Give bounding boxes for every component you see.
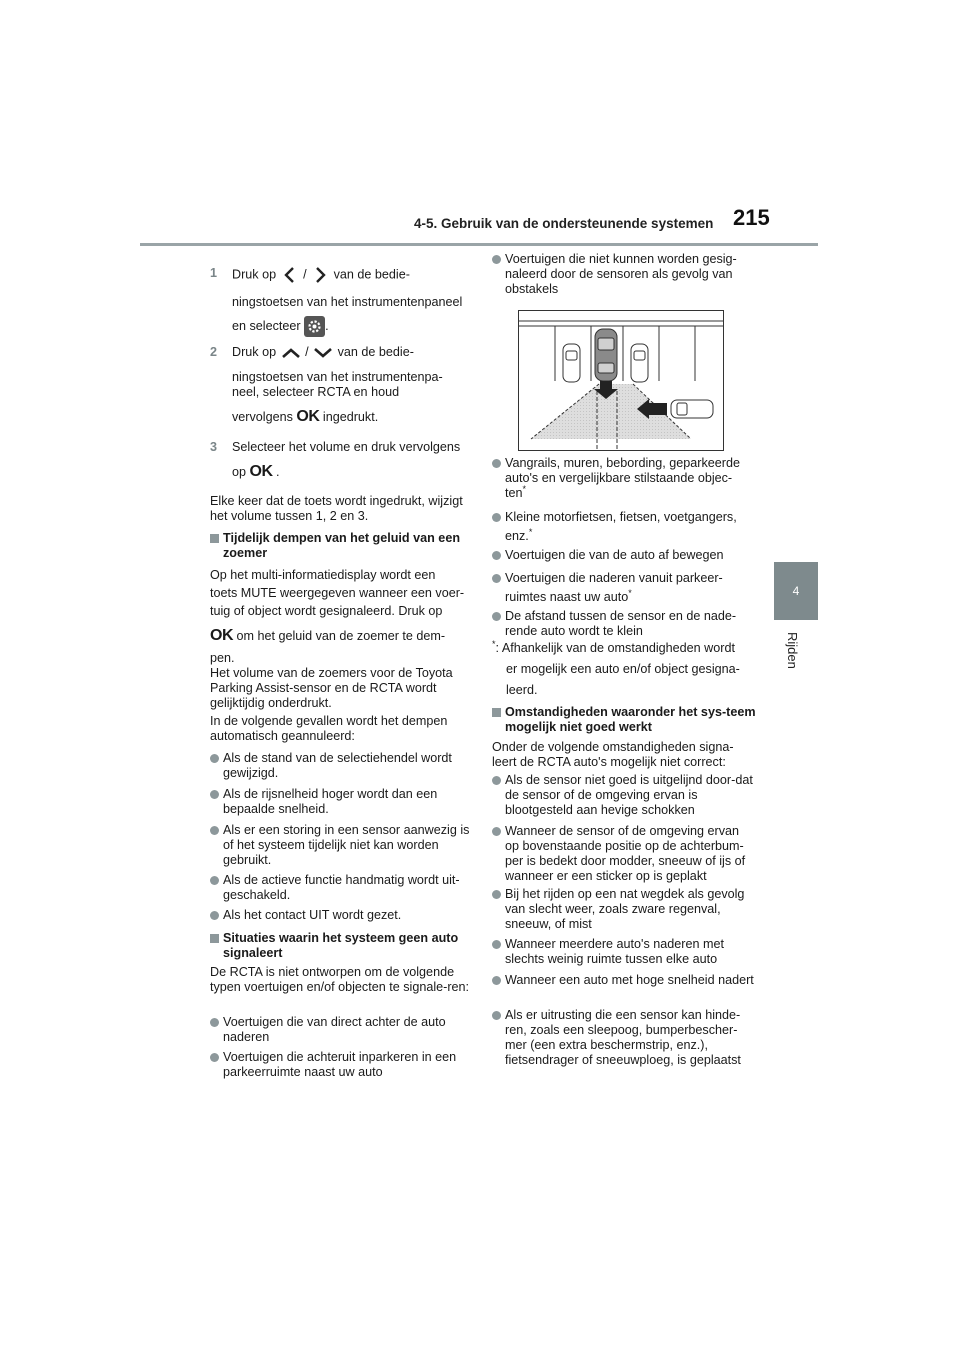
step-text: vervolgens: [232, 410, 293, 424]
bullet-icon: [492, 513, 501, 522]
paragraph: [210, 568, 472, 666]
header-divider: [140, 243, 818, 246]
step-text: van de bedie-: [333, 267, 410, 282]
list-item-text: ruimtes naast uw auto: [505, 590, 629, 604]
list-item-text: enz.: [505, 529, 529, 543]
section-heading: [210, 931, 472, 961]
list-item-text: Vangrails, muren, bebording, geparkeerde auto's en vergelijkbare stilstaande objec-: [505, 456, 740, 485]
step-text: ingedrukt.: [322, 410, 379, 424]
footnote-asterisk: *: [528, 526, 533, 537]
list-item-text: Als de stand van de selectiehendel wordt gewijzigd.: [223, 751, 452, 780]
bullet-icon: [492, 612, 501, 621]
footnote-text: leerd.: [506, 683, 538, 697]
paragraph: Het volume van de zoemers voor de Toyota Parking Assist-sensor en de RCTA wordt gelijktijdig onderdrukt.: [210, 666, 453, 710]
bullet-icon: [210, 1053, 219, 1062]
list-item: [492, 824, 756, 884]
list-item: [210, 787, 472, 817]
list-item: [210, 873, 472, 903]
paragraph: Onder de volgende omstandigheden signa-leert de RCTA auto's mogelijk niet correct:: [492, 740, 734, 769]
footnote-marker: :: [495, 641, 500, 655]
step-text: ningstoetsen van het instrumentenpa-: [232, 370, 443, 384]
list-item-text: Wanneer de sensor of de omgeving ervan op bovenstaande positie op de achterbum-per is bedekt door modder, sneeuw of ijs of wanneer er een sticker op is geplakt: [505, 824, 746, 883]
text-line: om het geluid van de zoemer te dem-: [236, 629, 446, 643]
bullet-icon: [492, 890, 501, 899]
list-item-text: Als er uitrusting die een sensor kan hinde-ren, zoals een sleepoog, bumperbescher-mer (een extra beschermstrip, enz.), fietsendrager of sneeuwploeg, is geplaatst: [505, 1008, 741, 1067]
bullet-icon: [492, 776, 501, 785]
bullet-icon: [492, 255, 501, 264]
section-title: 4-5. Gebruik van de ondersteunende systemen: [414, 216, 714, 231]
page-number: 215: [733, 205, 770, 230]
paragraph: Elke keer dat de toets wordt ingedrukt, wijzigt het volume tussen 1, 2 en 3.: [210, 494, 463, 523]
list-item: [492, 548, 756, 563]
list-item: [492, 887, 756, 932]
bullet-icon: [210, 1018, 219, 1027]
list-item-text: Voertuigen die van de auto af bewegen: [505, 548, 724, 562]
step-text: Druk op: [232, 345, 277, 359]
bullet-icon: [492, 940, 501, 949]
separator: /: [303, 267, 307, 282]
list-item-text: Voertuigen die naderen vanuit parkeer-: [505, 571, 723, 585]
list-item: [492, 937, 756, 967]
ok-button-icon: OK: [210, 627, 233, 644]
section-heading: [210, 531, 472, 561]
list-item: [492, 456, 756, 501]
list-item: [492, 773, 756, 818]
footnote: [492, 638, 756, 698]
list-item-text: Wanneer meerdere auto's naderen met slechts weinig ruimte tussen elke auto: [505, 937, 724, 966]
list-item-text: Kleine motorfietsen, fietsen, voetgangers,: [505, 510, 737, 524]
bullet-icon: [492, 827, 501, 836]
bullet-icon: [492, 459, 501, 468]
parking-illustration: [519, 311, 723, 450]
separator: /: [305, 345, 309, 359]
text-line: tuig of object wordt gesignaleerd. Druk op: [210, 604, 443, 618]
bullet-icon: [210, 754, 219, 763]
bullet-icon: [492, 574, 501, 583]
footnote-asterisk: *: [522, 483, 527, 494]
punctuation: .: [325, 318, 329, 333]
section-heading: [492, 705, 756, 735]
bullet-icon: [492, 1011, 501, 1020]
square-bullet-icon: [210, 534, 219, 543]
list-item: [210, 751, 472, 781]
list-item: [210, 823, 472, 868]
chevron-up-icon: [280, 346, 302, 360]
chevron-left-icon: [280, 266, 300, 284]
square-bullet-icon: [210, 934, 219, 943]
list-item-text: Bij het rijden op een nat wegdek als gevolg van slecht weer, zoals zware regenval, sneeuw, of mist: [505, 887, 745, 931]
chapter-tab: [774, 562, 818, 620]
heading-text: Omstandigheden waaronder het sys-teem mogelijk niet goed werkt: [505, 705, 756, 734]
list-item: [492, 510, 756, 544]
square-bullet-icon: [492, 708, 501, 717]
gear-icon: [304, 316, 325, 337]
step-text: ningstoetsen van het instrumentenpaneel: [232, 295, 463, 309]
ok-button-icon: OK: [249, 463, 273, 480]
chevron-down-icon: [312, 346, 334, 360]
list-item-text: Voertuigen die achteruit inparkeren in een parkeerruimte naast uw auto: [223, 1050, 457, 1079]
list-item-text: Wanneer een auto met hoge snelheid nadert: [505, 973, 754, 987]
step-text: van de bedie-: [337, 345, 414, 359]
list-item-text: Als de sensor niet goed is uitgelijnd door-dat de sensor of de omgeving ervan is blootgesteld aan hevige schokken: [505, 773, 753, 817]
text-line: pen.: [210, 651, 235, 665]
heading-text: Situaties waarin het systeem geen auto signaleert: [223, 931, 459, 960]
step-text: en selecteer: [232, 318, 301, 333]
list-item-text: Voertuigen die niet kunnen worden gesig-naleerd door de sensoren als gevolg van obstakels: [505, 252, 737, 296]
footnote-text: Afhankelijk van de omstandigheden wordt: [501, 641, 735, 655]
text-line: Op het multi-informatiedisplay wordt een: [210, 568, 436, 582]
heading-text: Tijdelijk dempen van het geluid van een zoemer: [223, 531, 461, 560]
step-text: Druk op: [232, 267, 277, 282]
list-item-text: Als het contact UIT wordt gezet.: [223, 908, 402, 922]
paragraph: De RCTA is niet ontworpen om de volgende typen voertuigen en/of objecten te signale-ren:: [210, 965, 470, 994]
list-item: [210, 1015, 472, 1045]
list-item: [492, 1008, 756, 1068]
bullet-icon: [492, 551, 501, 560]
step-text: Selecteer het volume en druk vervolgens: [232, 440, 461, 454]
list-item-text: ten: [505, 486, 523, 500]
list-item-text: Voertuigen die van direct achter de auto naderen: [223, 1015, 446, 1044]
list-item-text: Als de actieve functie handmatig wordt uit-geschakeld.: [223, 873, 460, 902]
bullet-icon: [210, 826, 219, 835]
step-number: 1: [210, 266, 218, 280]
chapter-number: 4: [792, 584, 800, 598]
ok-button-icon: OK: [296, 408, 320, 425]
footnote-asterisk: *: [492, 638, 496, 649]
text-line: toets MUTE weergegeven wanneer een voer-: [210, 586, 465, 600]
step-number: 2: [210, 345, 218, 359]
step-number: 3: [210, 440, 218, 454]
bullet-icon: [210, 790, 219, 799]
list-item: [492, 973, 756, 988]
chapter-label: Rijden: [785, 632, 800, 669]
punctuation: .: [276, 465, 280, 479]
list-item: [210, 908, 472, 923]
step-text: neel, selecteer RCTA en houd: [232, 385, 400, 399]
list-item: [492, 609, 756, 639]
parking-diagram: [518, 310, 724, 451]
bullet-icon: [210, 876, 219, 885]
list-item-text: Als er een storing in een sensor aanwezig is of het systeem tijdelijk niet kan worden gebruikt.: [223, 823, 470, 867]
footnote-text: er mogelijk een auto en/of object gesigna-: [506, 662, 740, 676]
footnote-asterisk: *: [628, 587, 632, 598]
step-text: op: [232, 465, 247, 479]
bullet-icon: [492, 976, 501, 985]
list-item: [492, 252, 756, 297]
list-item-text: Als de rijsnelheid hoger wordt dan een bepaalde snelheid.: [223, 787, 438, 816]
paragraph: In de volgende gevallen wordt het dempen automatisch geannuleerd:: [210, 714, 448, 743]
list-item: [210, 1050, 472, 1080]
list-item-text: De afstand tussen de sensor en de nade-rende auto wordt te klein: [505, 609, 737, 638]
chevron-right-icon: [310, 266, 330, 284]
bullet-icon: [210, 911, 219, 920]
list-item: [492, 571, 756, 605]
